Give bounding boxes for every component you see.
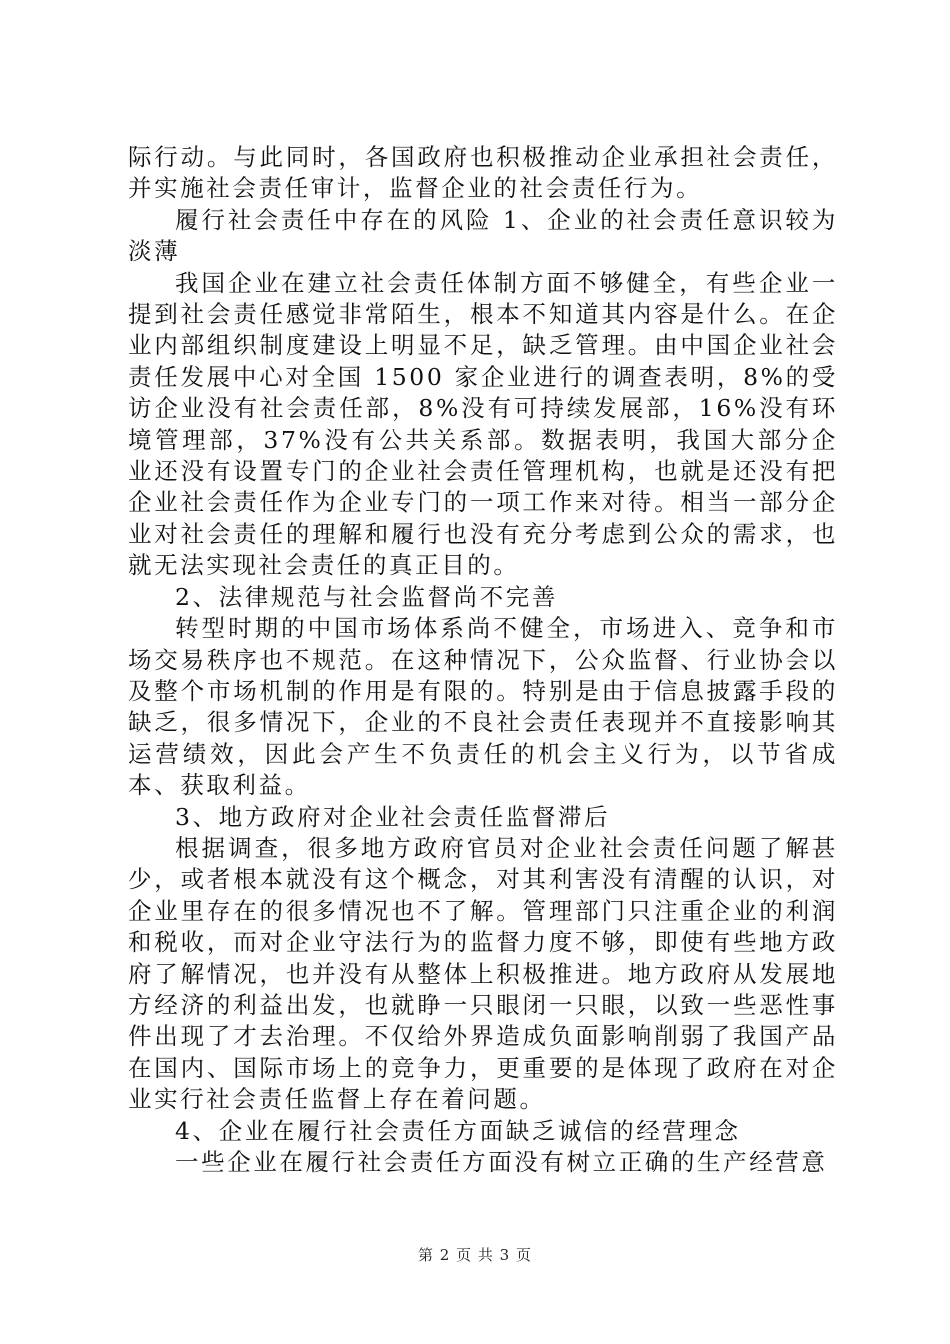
paragraph-9: 一些企业在履行社会责任方面没有树立正确的生产经营意: [175, 1148, 828, 1176]
paragraph-3: 我国企业在建立社会责任体制方面不够健全，有些企业一提到社会责任感觉非常陌生，根本不知道其内容是什么。在企业内部组织制度建设上明显不足，缺乏管理。由中国企业社会责任发展中心对全国 1500 家企业进行的调查表明，8%的受访企业没有社会责任部，8%没有可持续发展部，16%没有环境管理部，37%没有公共关系部。数据表明，我国大部分企业还没有设置专门的企业社会责任管理机构，也就是还没有把企业社会责任作为企业专门的一项工作来对待。相当一部分企业对社会责任的理解和履行也没有充分考虑到公众的需求，也就无法实现社会责任的真正目的。: [128, 268, 838, 580]
page-number-footer: 第 2 页 共 3 页: [418, 1246, 532, 1264]
paragraph-7: 根据调查，很多地方政府官员对企业社会责任问题了解甚少，或者根本就没有这个概念，对其利害没有清醒的认识，对企业里存在的很多情况也不了解。管理部门只注重企业的利润和税收，而对企业守法行为的监督力度不够，即使有些地方政府了解情况，也并没有从整体上积极推进。地方政府从发展地方经济的利益出发，也就睁一只眼闭一只眼，以致一些恶性事件出现了才去治理。不仅给外界造成负面影响削弱了我国产品在国内、国际市场上的竞争力，更重要的是体现了政府在对企业实行社会责任监督上存在着问题。: [128, 833, 838, 1114]
paragraph-8-heading: 4、企业在履行社会责任方面缺乏诚信的经营理念: [175, 1116, 741, 1145]
paragraph-4-heading: 2、法律规范与社会监督尚不完善: [175, 582, 558, 611]
paragraph-6-heading: 3、地方政府对企业社会责任监督滞后: [175, 802, 611, 831]
paragraph-2-heading: 履行社会责任中存在的风险 1、企业的社会责任意识较为淡薄: [128, 205, 838, 266]
paragraph-5: 转型时期的中国市场体系尚不健全，市场进入、竞争和市场交易秩序也不规范。在这种情况下，公众监督、行业协会以及整个市场机制的作用是有限的。特别是由于信息披露手段的缺乏，很多情况下，企业的不良社会责任表现并不直接影响其运营绩效，因此会产生不负责任的机会主义行为，以节省成本、获取利益。: [128, 614, 838, 800]
paragraph-1: 际行动。与此同时，各国政府也积极推动企业承担社会责任，并实施社会责任审计，监督企业的社会责任行为。: [128, 143, 838, 203]
document-body: [128, 142, 838, 1178]
